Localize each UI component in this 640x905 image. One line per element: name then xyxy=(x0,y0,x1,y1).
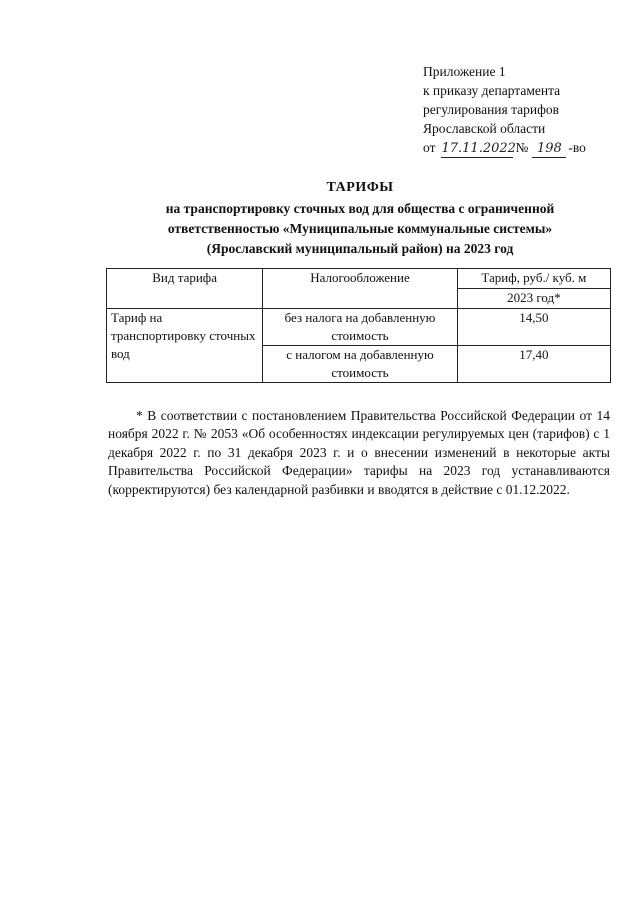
appendix-line-3: регулирования тарифов xyxy=(423,102,560,117)
footnote: * В соответствии с постановлением Правительства Российской Федерации от 14 ноября 2022 г. № 2053 «Об особенностях индексации регулируемых цен (тарифов) с 1 декабря 2022 г. по 31 декабря 2023 г. и о внесении изменений в некоторые акты Правительства Российской Федерации» тарифы на 2023 год устанавливаются (корректируются) без календарной разбивки и вводятся в действие с 01.12.2022. xyxy=(108,407,610,497)
appendix-header xyxy=(423,62,628,158)
document-title xyxy=(110,178,610,259)
handwritten-date: 17.11.2022 xyxy=(441,141,516,156)
header-tariff-type: Вид тарифа xyxy=(107,269,263,309)
title-main: ТАРИФЫ xyxy=(326,180,394,195)
table-row xyxy=(107,309,611,346)
table-header-row xyxy=(107,269,611,289)
number-suffix: -во xyxy=(568,140,586,155)
number-label: № xyxy=(515,140,529,155)
header-taxation: Налогообложение xyxy=(263,269,458,309)
title-line-3: (Ярославский муниципальный район) на 2023 год xyxy=(206,241,514,256)
title-line-1: на транспортировку сточных вод для общества с ограниченной xyxy=(165,201,555,216)
appendix-line-2: к приказу департамента xyxy=(423,83,561,98)
header-year: 2023 год* xyxy=(457,289,610,309)
from-label: от xyxy=(423,140,436,155)
order-reference xyxy=(423,138,628,158)
appendix-line-1: Приложение 1 xyxy=(423,64,506,79)
handwritten-number: 198 xyxy=(532,141,566,158)
cell-value: 17,40 xyxy=(457,346,610,383)
cell-taxation: с налогом на добавленную стоимость xyxy=(263,346,458,383)
header-tariff: Тариф, руб./ куб. м xyxy=(457,269,610,289)
tariff-table xyxy=(106,268,611,383)
appendix-line-4: Ярославской области xyxy=(423,121,546,136)
title-line-2: ответственностью «Муниципальные коммунальные системы» xyxy=(167,221,553,236)
cell-value: 14,50 xyxy=(457,309,610,346)
cell-tariff-type: Тариф на транспортировку сточных вод xyxy=(107,309,263,383)
cell-taxation: без налога на добавленную стоимость xyxy=(263,309,458,346)
